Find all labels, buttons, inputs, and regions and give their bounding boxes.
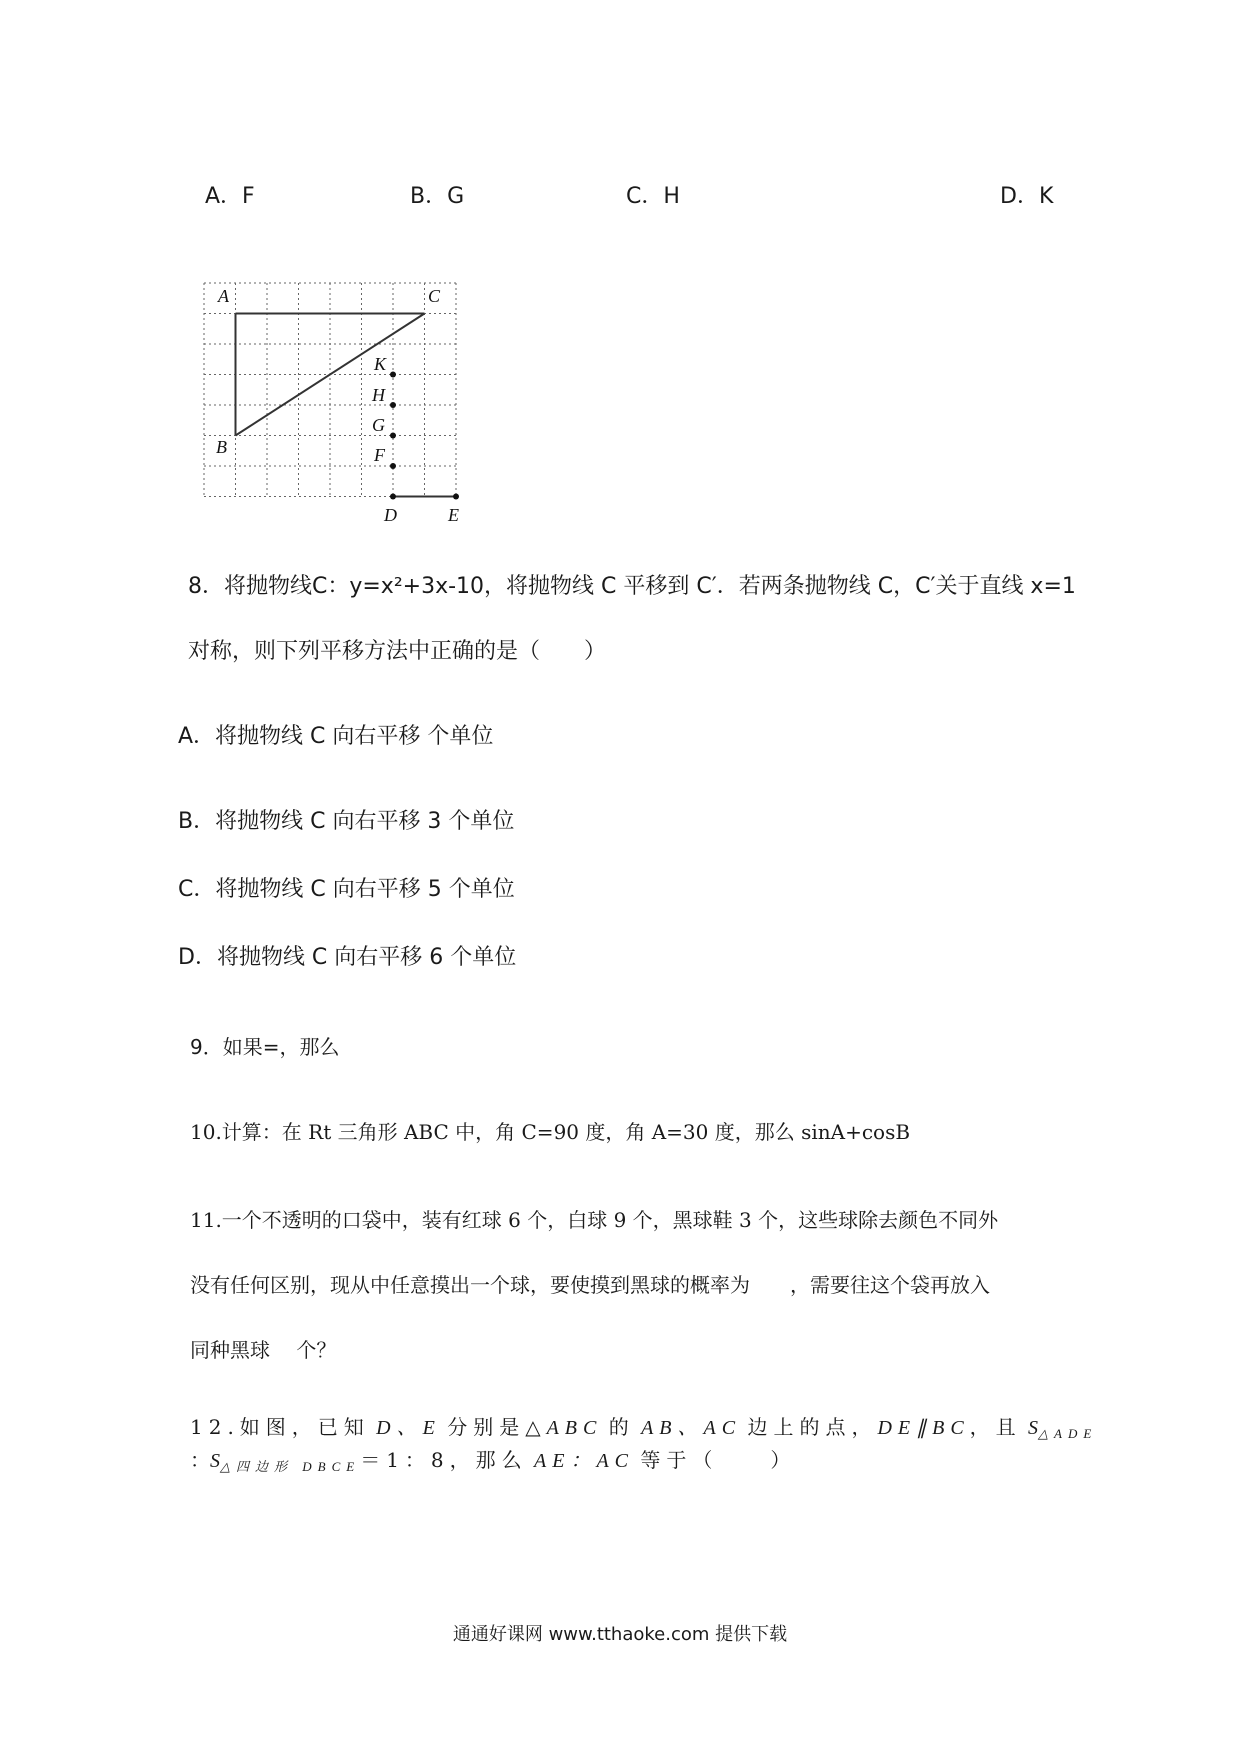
q12-mid2: 的 <box>608 1415 635 1439</box>
label-e: E <box>448 505 459 525</box>
q12-mid1: 分别是△ <box>447 1415 547 1439</box>
grid-lines <box>204 283 456 497</box>
q11-stem-line2: 没有任何区别，现从中任意摸出一个球，要使摸到黑球的概率为 ，需要往这个袋再放入 <box>190 1273 990 1297</box>
q12-s1: S <box>1028 1417 1039 1439</box>
q12-ratio: ＝1：8，那么 <box>360 1448 528 1472</box>
q12-de: D、E <box>376 1417 441 1439</box>
q8-stem-line1: 8．将抛物线C：y=x²+3x-10，将抛物线 C 平移到 C′．若两条抛物线 C，C′关于直线 x=1 <box>188 574 1076 599</box>
q11-stem-line3: 同种黑球 个？ <box>190 1338 337 1362</box>
q9-stem: 9．如果=，那么 <box>190 1035 340 1059</box>
q12-prefix: 12.如图，已知 <box>190 1415 370 1439</box>
label-c: C <box>428 286 441 306</box>
q8-option-d: D．将抛物线 C 向右平移 6 个单位 <box>178 945 517 970</box>
point-f <box>390 463 396 469</box>
q8-stem-line2: 对称，则下列平移方法中正确的是（ ） <box>188 639 607 664</box>
q10-stem: 10.计算：在 Rt 三角形 ABC 中，角 C=90 度，角 A=30 度，那么 sinA+cosB <box>190 1120 911 1144</box>
q12-stem-line2 <box>190 1445 796 1482</box>
q12-mid3: 边上的点， <box>747 1415 878 1439</box>
q12-tail: 等于（ ） <box>640 1448 797 1472</box>
q7-option-c: C．H <box>626 184 680 209</box>
label-h: H <box>372 385 385 405</box>
grid-triangle-figure <box>200 275 470 535</box>
label-f: F <box>374 445 385 465</box>
q7-option-b: B．G <box>410 184 465 209</box>
point-h <box>390 402 396 408</box>
q12-aeac: AE：AC <box>534 1450 635 1472</box>
q7-option-a: A．F <box>205 184 255 209</box>
q12-abac: AB、AC <box>641 1417 742 1439</box>
q8-option-a: A．将抛物线 C 向右平移 个单位 <box>178 724 494 749</box>
label-d: D <box>384 505 397 525</box>
q12-stem-line1 <box>190 1412 1097 1449</box>
triangle-abc <box>236 314 425 436</box>
q7-option-d: D．K <box>1000 184 1054 209</box>
q12-debc: DE∥BC <box>877 1417 970 1439</box>
label-k: K <box>374 354 387 374</box>
label-b: B <box>216 437 227 457</box>
q12-s1-subscript: △ADE <box>1038 1426 1098 1441</box>
label-a: A <box>218 286 229 306</box>
page-footer: 通通好课网 www.tthaoke.com 提供下载 <box>452 1624 788 1645</box>
point-d <box>390 494 396 500</box>
q8-option-b: B．将抛物线 C 向右平移 3 个单位 <box>178 809 515 834</box>
point-k <box>390 372 396 378</box>
q8-option-c: C．将抛物线 C 向右平移 5 个单位 <box>178 877 515 902</box>
q12-colon: ： <box>190 1448 210 1472</box>
point-e <box>453 494 459 500</box>
label-g: G <box>372 415 385 435</box>
point-g <box>390 433 396 439</box>
q11-stem-line1: 11.一个不透明的口袋中，装有红球 6 个，白球 9 个，黑球鞋 3 个，这些球除去颜色不同外 <box>190 1208 999 1232</box>
q12-s2: S <box>210 1450 220 1472</box>
q12-mid4: ，且 <box>969 1415 1022 1439</box>
q12-s2-subscript: △四边形 DBCE <box>220 1459 361 1474</box>
q12-abc: ABC <box>546 1417 603 1439</box>
